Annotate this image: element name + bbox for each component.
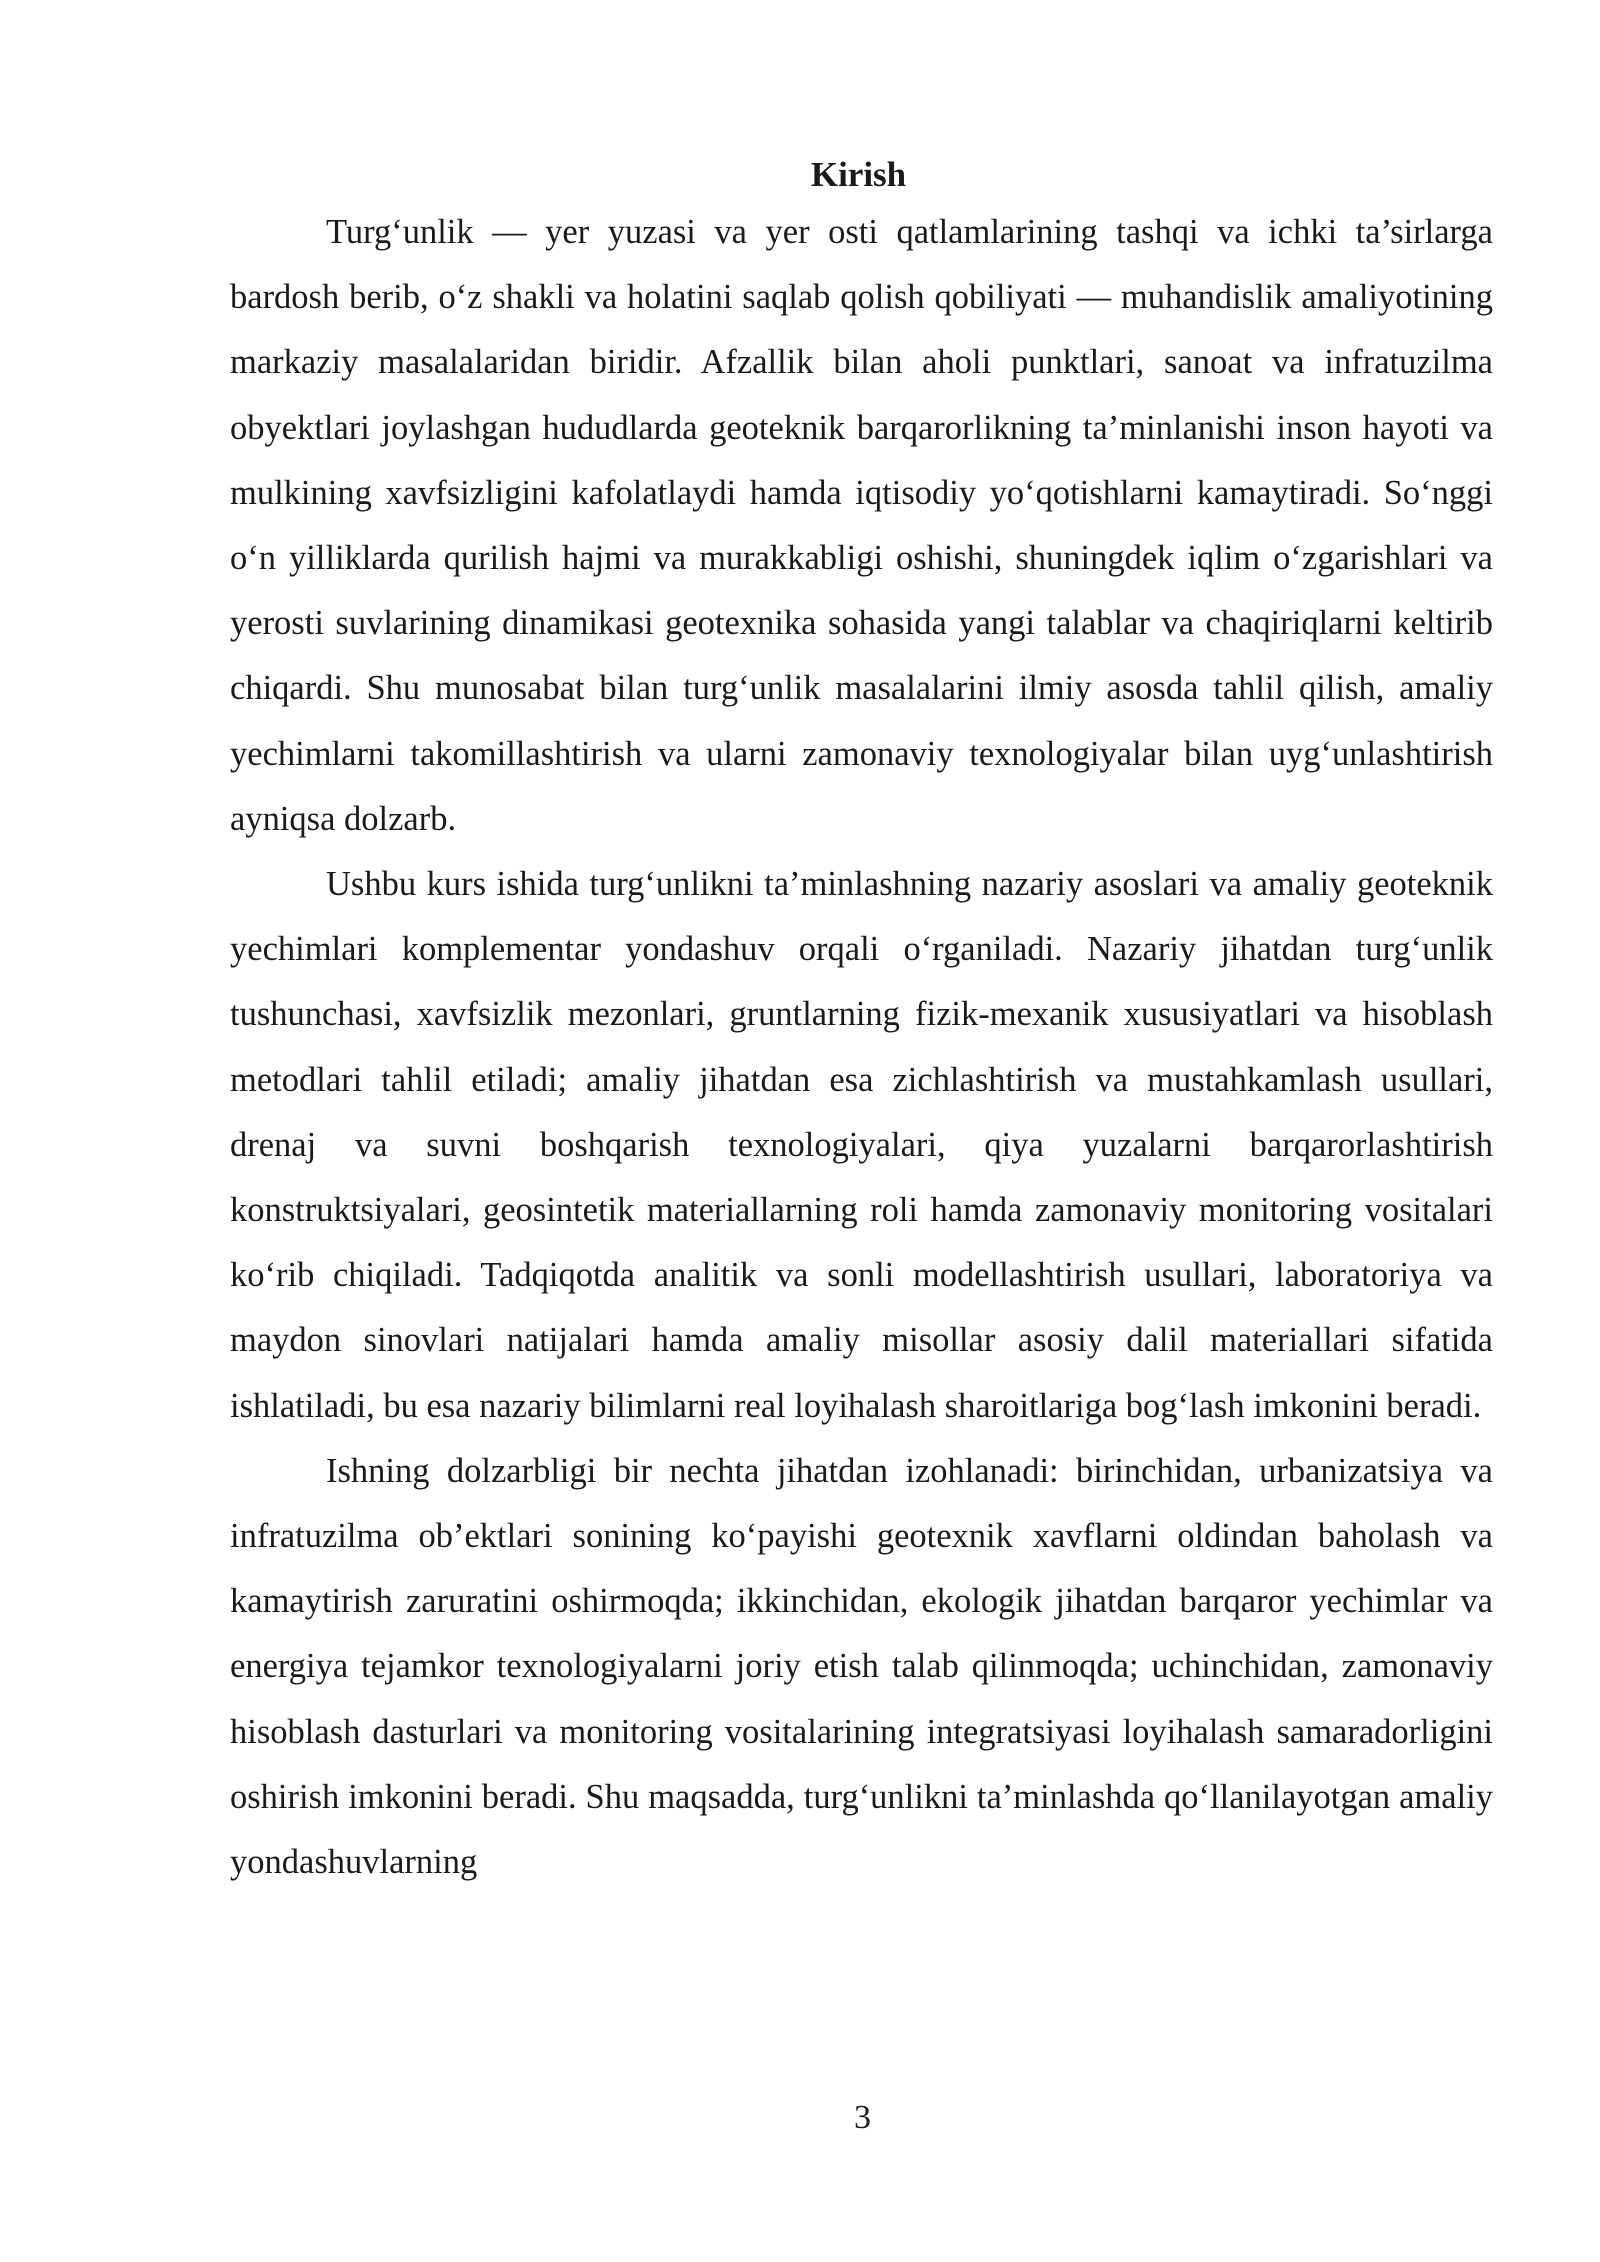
paragraph-2: Ushbu kurs ishida turg‘unlikni ta’minlashning nazariy asoslari va amaliy geoteknik yechimlari komplementar yondashuv orqali o‘rganiladi. Nazariy jihatdan turg‘unlik tushunchasi, xavfsizlik mezonlari, gruntlarning fizik-mexanik xususiyatlari va hisoblash metodlari tahlil etiladi; amaliy jihatdan esa zichlashtirish va mustahkamlash usullari, drenaj va suvni boshqarish texnologiyalari, qiya yuzalarni barqarorlashtirish konstruktsiyalari, geosintetik materiallarning roli hamda zamonaviy monitoring vositalari ko‘rib chiqiladi. Tadqiqotda analitik va sonli modellashtirish usullari, laboratoriya va maydon sinovlari natijalari hamda amaliy misollar asosiy dalil materiallari sifatida ishlatiladi, bu esa nazariy bilimlarni real loyihalash sharoitlariga bog‘lash imkonini beradi. <box>230 865 1493 1425</box>
body-text <box>230 200 1493 1895</box>
paragraph-1: Turg‘unlik — yer yuzasi va yer osti qatlamlarining tashqi va ichki ta’sirlarga bardosh berib, o‘z shakli va holatini saqlab qolish qobiliyati — muhandislik amaliyotining markaziy masalalaridan biridir. Afzallik bilan aholi punktlari, sanoat va infratuzilma obyektlari joylashgan hududlarda geoteknik barqarorlikning ta’minlanishi inson hayoti va mulkining xavfsizligini kafolatlaydi hamda iqtisodiy yo‘qotishlarni kamaytiradi. So‘nggi o‘n yilliklarda qurilish hajmi va murakkabligi oshishi, shuningdek iqlim o‘zgarishlari va yerosti suvlarining dinamikasi geotexnika sohasida yangi talablar va chaqiriqlarni keltirib chiqardi. Shu munosabat bilan turg‘unlik masalalarini ilmiy asosda tahlil qilish, amaliy yechimlarni takomillashtirish va ularni zamonaviy texnologiyalar bilan uyg‘unlashtirish ayniqsa dolzarb. <box>230 213 1493 838</box>
paragraph-3: Ishning dolzarbligi bir nechta jihatdan izohlanadi: birinchidan, urbanizatsiya va infratuzilma ob’ektlari sonining ko‘payishi geotexnik xavflarni oldindan baholash va kamaytirish zaruratini oshirmoqda; ikkinchidan, ekologik jihatdan barqaror yechimlar va energiya tejamkor texnologiyalarni joriy etish talab qilinmoqda; uchinchidan, zamonaviy hisoblash dasturlari va monitoring vositalarining integratsiyasi loyihalash samaradorligini oshirish imkonini beradi. Shu maqsadda, turg‘unlikni ta’minlashda qo‘llanilayotgan amaliy yondashuvlarning <box>230 1451 1493 1882</box>
page-number: 3 <box>854 2099 871 2136</box>
page-title: Kirish <box>810 155 907 194</box>
